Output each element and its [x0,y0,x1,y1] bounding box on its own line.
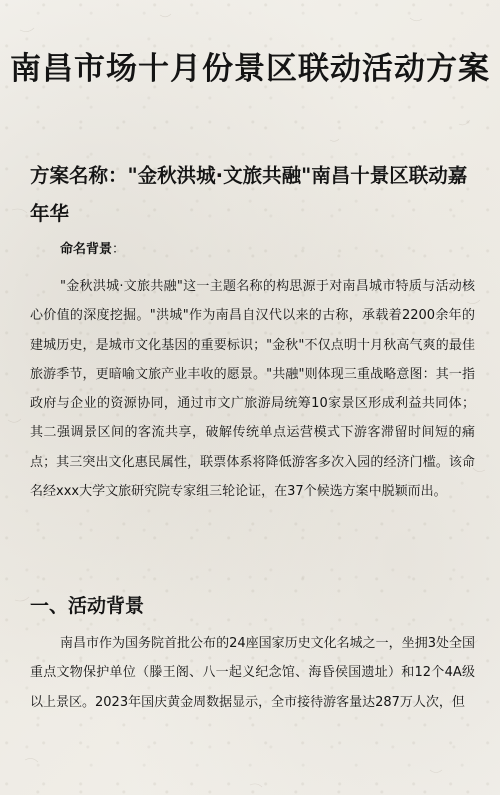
naming-background-paragraph: "金秋洪城·文旅共融"这一主题名称的构思源于对南昌城市特质与活动核心价值的深度挖掘。"洪城"作为南昌自汉代以来的古称，承载着2200余年的建城历史，是城市文化基因的重要标识；"金秋"不仅点明十月秋高气爽的最佳旅游季节，更暗喻文旅产业丰收的愿景。"共融"则体现三重战略意图：其一指政府与企业的资源协同，通过市文广旅游局统筹10家景区形成利益共同体；其二强调景区间的客流共享，破解传统单点运营模式下游客滞留时间短的痛点；其三突出文化惠民属性，联票体系将降低游客多次入园的经济门槛。该命名经xxx大学文旅研究院专家组三轮论证，在37个候选方案中脱颖而出。 [30,279,475,500]
document-title: 南昌市场十月份景区联动活动方案 [10,51,490,87]
naming-background-label: 命名背景 [60,242,113,257]
naming-background-colon: ： [112,242,126,257]
section-1-heading: 一、活动背景 [30,595,145,617]
section-1-paragraph: 南昌市作为国务院首批公布的24座国家历史文化名城之一，坐拥3处全国重点文物保护单位（滕王阁、八一起义纪念馆、海昏侯国遗址）和12个4A级以上景区。2023年国庆黄金周数据显示，全市接待游客量达287万人次，但 [30,636,475,710]
naming-background-heading [60,238,125,262]
plan-name-heading: 方案名称："金秋洪城·文旅共融"南昌十景区联动嘉年华 [30,164,468,225]
